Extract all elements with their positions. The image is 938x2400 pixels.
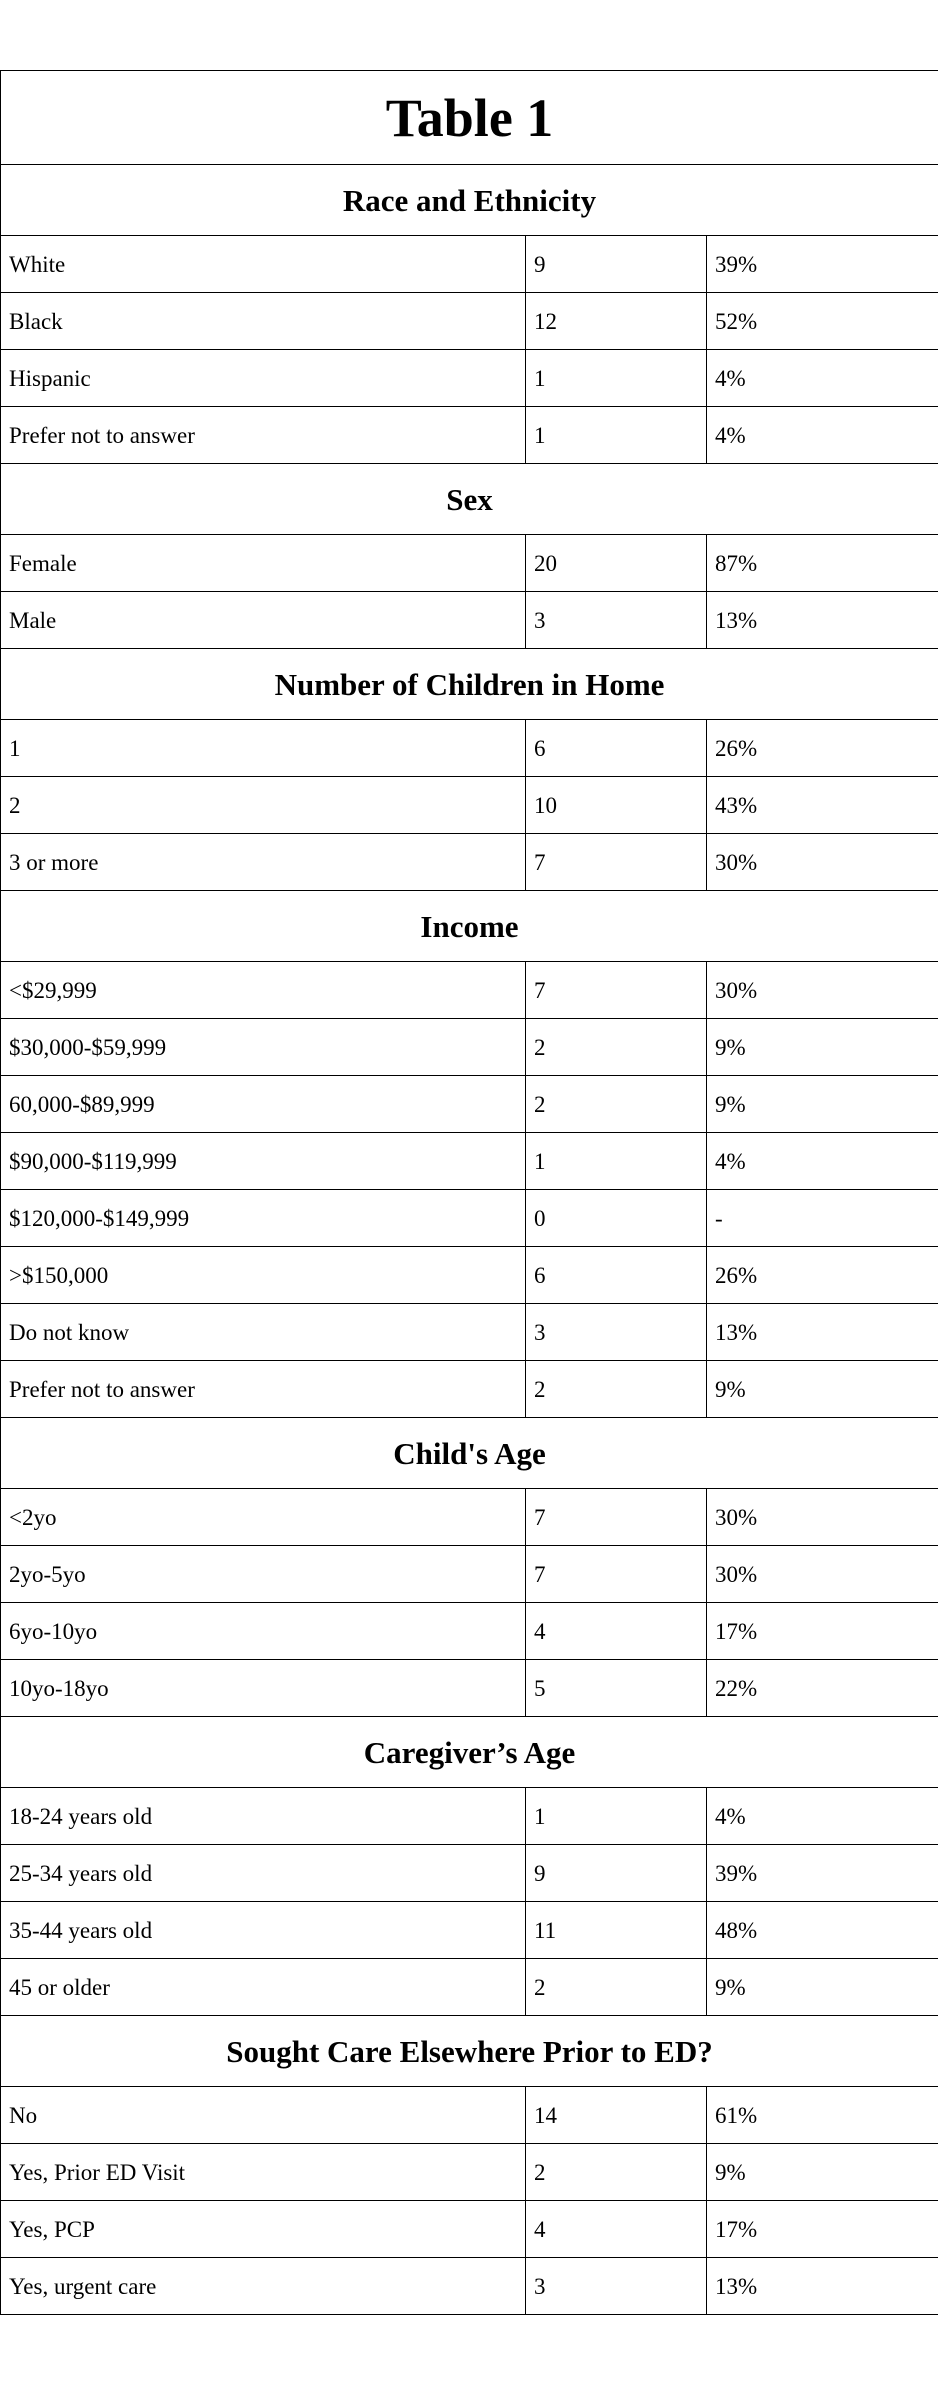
- row-count-cell: 2: [526, 1076, 707, 1133]
- table-row: [1, 1361, 938, 1418]
- row-percent-cell: 30%: [707, 1489, 938, 1546]
- section-header-row: [1, 1717, 938, 1788]
- row-percent-cell: 17%: [707, 2201, 938, 2258]
- row-percent-cell: 30%: [707, 962, 938, 1019]
- row-label-cell: Prefer not to answer: [1, 1361, 526, 1418]
- row-count-cell: 1: [526, 350, 707, 407]
- row-count-cell: 9: [526, 236, 707, 293]
- table-row: [1, 592, 938, 649]
- row-label-cell: 45 or older: [1, 1959, 526, 2016]
- table-body: [1, 71, 938, 2315]
- row-label-cell: Prefer not to answer: [1, 407, 526, 464]
- row-count-cell: 6: [526, 1247, 707, 1304]
- table-row: [1, 1019, 938, 1076]
- row-percent-cell: -: [707, 1190, 938, 1247]
- table-row: [1, 236, 938, 293]
- row-count-cell: 4: [526, 2201, 707, 2258]
- section-header-row: [1, 165, 938, 236]
- table-row: [1, 2258, 938, 2315]
- table-row: [1, 2201, 938, 2258]
- section-header-row: [1, 1418, 938, 1489]
- row-label-cell: 1: [1, 720, 526, 777]
- section-heading: Child's Age: [1, 1418, 938, 1489]
- row-label-cell: 35-44 years old: [1, 1902, 526, 1959]
- row-label-cell: No: [1, 2087, 526, 2144]
- row-label-cell: 60,000-$89,999: [1, 1076, 526, 1133]
- row-percent-cell: 17%: [707, 1603, 938, 1660]
- table-row: [1, 834, 938, 891]
- row-count-cell: 20: [526, 535, 707, 592]
- row-percent-cell: 9%: [707, 1019, 938, 1076]
- row-percent-cell: 9%: [707, 1076, 938, 1133]
- row-count-cell: 1: [526, 1788, 707, 1845]
- row-percent-cell: 4%: [707, 350, 938, 407]
- row-percent-cell: 13%: [707, 2258, 938, 2315]
- row-percent-cell: 4%: [707, 1788, 938, 1845]
- row-count-cell: 9: [526, 1845, 707, 1902]
- row-count-cell: 3: [526, 592, 707, 649]
- row-count-cell: 11: [526, 1902, 707, 1959]
- table-row: [1, 1603, 938, 1660]
- row-percent-cell: 26%: [707, 1247, 938, 1304]
- row-label-cell: Yes, PCP: [1, 2201, 526, 2258]
- row-label-cell: $90,000-$119,999: [1, 1133, 526, 1190]
- section-heading: Sex: [1, 464, 938, 535]
- table-row: [1, 1902, 938, 1959]
- row-label-cell: Yes, Prior ED Visit: [1, 2144, 526, 2201]
- section-heading: Caregiver’s Age: [1, 1717, 938, 1788]
- row-count-cell: 4: [526, 1603, 707, 1660]
- row-label-cell: $120,000-$149,999: [1, 1190, 526, 1247]
- table-row: [1, 1190, 938, 1247]
- table-row: [1, 407, 938, 464]
- row-label-cell: 6yo-10yo: [1, 1603, 526, 1660]
- row-label-cell: Male: [1, 592, 526, 649]
- row-count-cell: 0: [526, 1190, 707, 1247]
- row-count-cell: 7: [526, 1489, 707, 1546]
- section-header-row: [1, 464, 938, 535]
- row-percent-cell: 22%: [707, 1660, 938, 1717]
- row-label-cell: 25-34 years old: [1, 1845, 526, 1902]
- row-count-cell: 1: [526, 1133, 707, 1190]
- row-count-cell: 7: [526, 834, 707, 891]
- row-count-cell: 7: [526, 962, 707, 1019]
- table-row: [1, 2087, 938, 2144]
- section-header-row: [1, 2016, 938, 2087]
- row-percent-cell: 4%: [707, 1133, 938, 1190]
- table-row: [1, 1133, 938, 1190]
- row-percent-cell: 48%: [707, 1902, 938, 1959]
- table-row: [1, 1788, 938, 1845]
- table-row: [1, 293, 938, 350]
- table-row: [1, 1660, 938, 1717]
- row-label-cell: Yes, urgent care: [1, 2258, 526, 2315]
- row-label-cell: 2: [1, 777, 526, 834]
- table-row: [1, 1076, 938, 1133]
- table-row: [1, 962, 938, 1019]
- row-percent-cell: 30%: [707, 1546, 938, 1603]
- table-row: [1, 1959, 938, 2016]
- row-label-cell: >$150,000: [1, 1247, 526, 1304]
- table-row: [1, 535, 938, 592]
- section-heading: Race and Ethnicity: [1, 165, 938, 236]
- row-percent-cell: 30%: [707, 834, 938, 891]
- row-percent-cell: 9%: [707, 1959, 938, 2016]
- row-percent-cell: 4%: [707, 407, 938, 464]
- table-row: [1, 777, 938, 834]
- demographics-table: [0, 70, 938, 2315]
- table-title: Table 1: [1, 71, 938, 165]
- row-percent-cell: 13%: [707, 1304, 938, 1361]
- row-count-cell: 2: [526, 1361, 707, 1418]
- row-count-cell: 10: [526, 777, 707, 834]
- table-row: [1, 720, 938, 777]
- row-percent-cell: 39%: [707, 236, 938, 293]
- row-count-cell: 3: [526, 1304, 707, 1361]
- section-heading: Sought Care Elsewhere Prior to ED?: [1, 2016, 938, 2087]
- row-percent-cell: 52%: [707, 293, 938, 350]
- section-heading: Number of Children in Home: [1, 649, 938, 720]
- table-row: [1, 2144, 938, 2201]
- row-label-cell: Do not know: [1, 1304, 526, 1361]
- table-row: [1, 1845, 938, 1902]
- table-row: [1, 1489, 938, 1546]
- row-label-cell: 18-24 years old: [1, 1788, 526, 1845]
- row-count-cell: 7: [526, 1546, 707, 1603]
- table-row: [1, 1304, 938, 1361]
- section-header-row: [1, 649, 938, 720]
- table-row: [1, 1546, 938, 1603]
- row-label-cell: <$29,999: [1, 962, 526, 1019]
- row-count-cell: 12: [526, 293, 707, 350]
- section-header-row: [1, 891, 938, 962]
- row-percent-cell: 9%: [707, 1361, 938, 1418]
- row-count-cell: 14: [526, 2087, 707, 2144]
- table-row: [1, 350, 938, 407]
- row-count-cell: 3: [526, 2258, 707, 2315]
- row-percent-cell: 26%: [707, 720, 938, 777]
- row-label-cell: White: [1, 236, 526, 293]
- table-title-row: [1, 71, 938, 165]
- row-count-cell: 2: [526, 1019, 707, 1076]
- row-label-cell: Black: [1, 293, 526, 350]
- row-label-cell: 2yo-5yo: [1, 1546, 526, 1603]
- row-count-cell: 1: [526, 407, 707, 464]
- row-label-cell: Female: [1, 535, 526, 592]
- row-percent-cell: 39%: [707, 1845, 938, 1902]
- row-label-cell: <2yo: [1, 1489, 526, 1546]
- table-row: [1, 1247, 938, 1304]
- row-percent-cell: 61%: [707, 2087, 938, 2144]
- row-label-cell: 3 or more: [1, 834, 526, 891]
- row-percent-cell: 13%: [707, 592, 938, 649]
- row-count-cell: 2: [526, 1959, 707, 2016]
- row-percent-cell: 9%: [707, 2144, 938, 2201]
- row-label-cell: $30,000-$59,999: [1, 1019, 526, 1076]
- row-percent-cell: 87%: [707, 535, 938, 592]
- row-label-cell: 10yo-18yo: [1, 1660, 526, 1717]
- section-heading: Income: [1, 891, 938, 962]
- row-count-cell: 6: [526, 720, 707, 777]
- row-label-cell: Hispanic: [1, 350, 526, 407]
- demographics-table-container: [0, 70, 938, 2315]
- row-count-cell: 2: [526, 2144, 707, 2201]
- row-percent-cell: 43%: [707, 777, 938, 834]
- row-count-cell: 5: [526, 1660, 707, 1717]
